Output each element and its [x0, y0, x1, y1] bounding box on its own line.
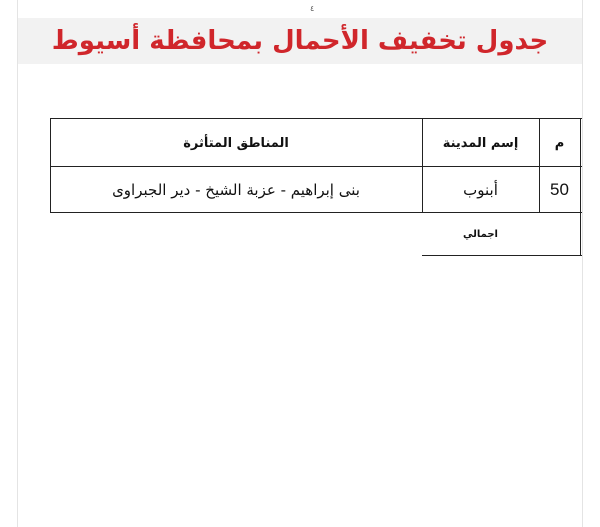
page-mark: ٤ [310, 4, 315, 13]
header-number: م [554, 135, 565, 151]
header-bottom-border [50, 166, 582, 167]
row-bottom-border [50, 212, 582, 213]
total-label: اجمالي [463, 229, 498, 240]
document-title: جدول تخفيف الأحمال بمحافظة أسيوط [51, 26, 549, 56]
table-top-border [50, 118, 582, 119]
row-city: أبنوب [463, 181, 498, 199]
header-city: إسم المدينة [442, 135, 519, 151]
row-areas: بنى إبراهيم - عزبة الشيخ - دير الجبراوى [112, 181, 360, 199]
total-bottom-border [422, 255, 582, 256]
title-band [18, 18, 582, 64]
document-page [18, 0, 582, 527]
table-right-border [580, 118, 581, 255]
header-areas: المناطق المتأثرة [183, 135, 289, 151]
row-number: 50 [550, 180, 569, 199]
